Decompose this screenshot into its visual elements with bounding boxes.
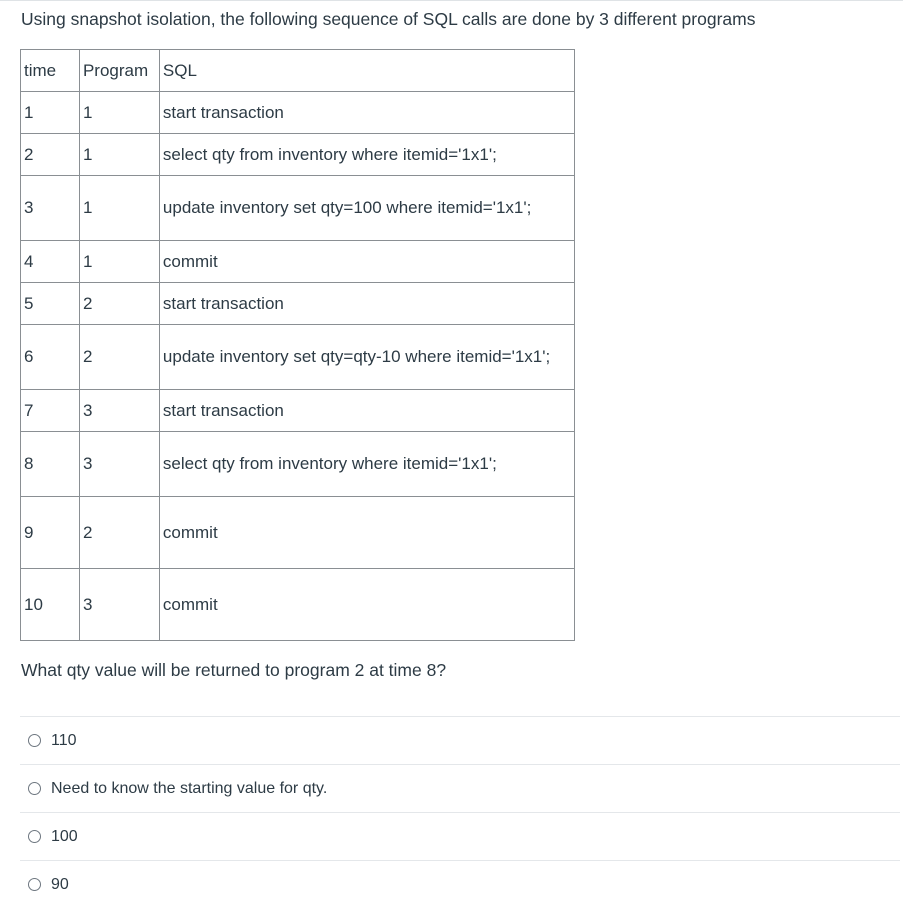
cell-sql: select qty from inventory where itemid='1x1';: [159, 432, 574, 497]
answer-label: 100: [51, 827, 78, 845]
cell-program: 2: [79, 497, 159, 569]
cell-time: 6: [21, 325, 80, 390]
answer-options: [20, 716, 900, 908]
table-row: [21, 176, 575, 241]
table-row: [21, 134, 575, 176]
cell-program: 2: [79, 283, 159, 325]
cell-sql: commit: [159, 569, 574, 641]
answer-label: Need to know the starting value for qty.: [51, 779, 328, 797]
table-row: [21, 390, 575, 432]
top-divider: [0, 0, 903, 1]
cell-program: 1: [79, 176, 159, 241]
cell-program: 3: [79, 432, 159, 497]
table-row: [21, 432, 575, 497]
answer-option[interactable]: [20, 812, 900, 860]
cell-program: 1: [79, 92, 159, 134]
cell-time: 4: [21, 241, 80, 283]
cell-sql: update inventory set qty=qty-10 where itemid='1x1';: [159, 325, 574, 390]
question-text: What qty value will be returned to program 2 at time 8?: [21, 660, 447, 680]
table-row: [21, 497, 575, 569]
cell-sql: commit: [159, 497, 574, 569]
answer-label: 90: [51, 875, 69, 893]
table-row: [21, 283, 575, 325]
answer-option[interactable]: [20, 860, 900, 908]
cell-time: 5: [21, 283, 80, 325]
cell-program: 1: [79, 134, 159, 176]
cell-sql: select qty from inventory where itemid='1x1';: [159, 134, 574, 176]
cell-program: 1: [79, 241, 159, 283]
cell-sql: update inventory set qty=100 where itemid='1x1';: [159, 176, 574, 241]
cell-time: 10: [21, 569, 80, 641]
radio-button-icon[interactable]: [28, 830, 41, 843]
cell-sql: commit: [159, 241, 574, 283]
radio-button-icon[interactable]: [28, 734, 41, 747]
header-sql: SQL: [159, 50, 574, 92]
cell-sql: start transaction: [159, 283, 574, 325]
header-program: Program: [79, 50, 159, 92]
cell-program: 3: [79, 569, 159, 641]
table-row: [21, 569, 575, 641]
table-row: [21, 92, 575, 134]
answer-option[interactable]: [20, 716, 900, 764]
answer-option[interactable]: [20, 764, 900, 812]
cell-time: 3: [21, 176, 80, 241]
answer-label: 110: [51, 731, 77, 749]
sql-sequence-table: [20, 49, 575, 641]
header-time: time: [21, 50, 80, 92]
table-row: [21, 325, 575, 390]
cell-program: 3: [79, 390, 159, 432]
question-prompt: Using snapshot isolation, the following sequence of SQL calls are done by 3 different programs: [21, 9, 756, 29]
radio-button-icon[interactable]: [28, 878, 41, 891]
cell-sql: start transaction: [159, 390, 574, 432]
cell-sql: start transaction: [159, 92, 574, 134]
cell-program: 2: [79, 325, 159, 390]
cell-time: 8: [21, 432, 80, 497]
cell-time: 7: [21, 390, 80, 432]
cell-time: 1: [21, 92, 80, 134]
table-row: [21, 241, 575, 283]
cell-time: 9: [21, 497, 80, 569]
radio-button-icon[interactable]: [28, 782, 41, 795]
table-header-row: [21, 50, 575, 92]
cell-time: 2: [21, 134, 80, 176]
